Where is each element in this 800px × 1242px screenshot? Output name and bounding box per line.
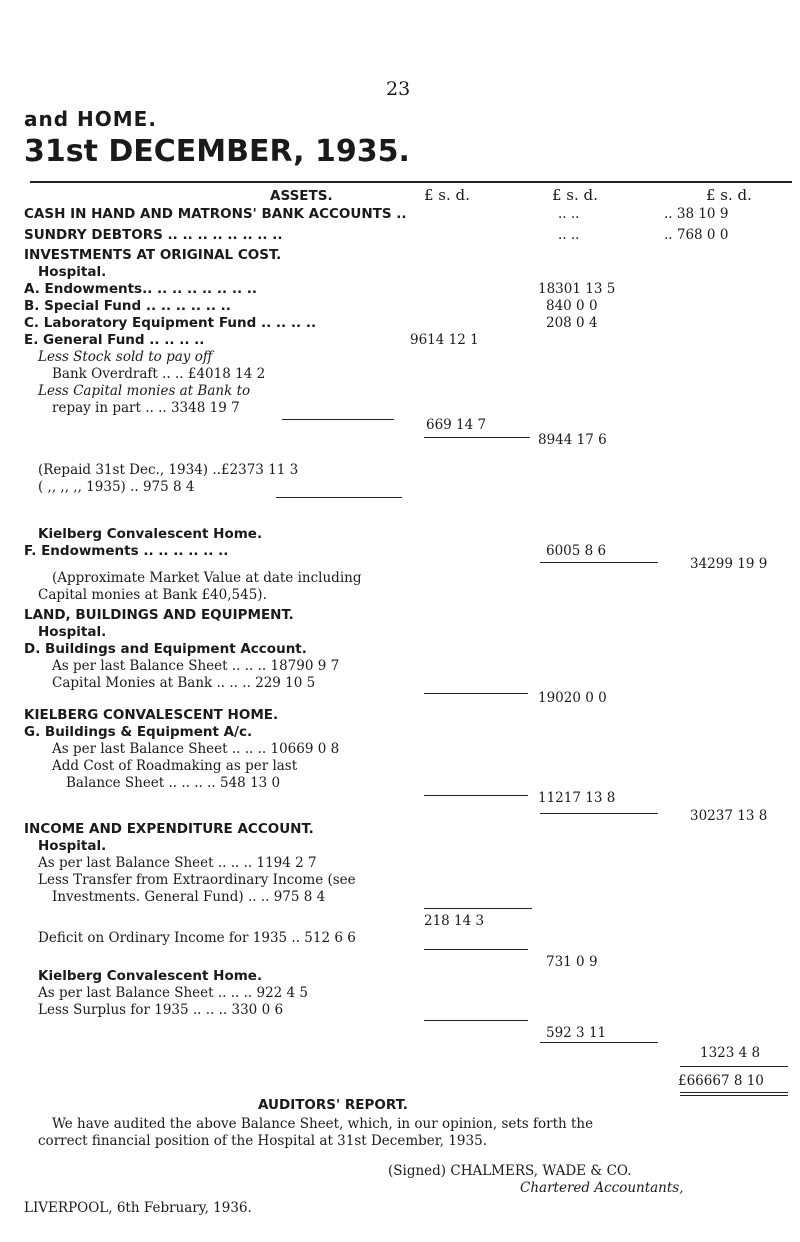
income-k-total: 592 3 11 — [546, 1025, 607, 1041]
buildings-g-line3: Balance Sheet .. .. .. .. 548 13 0 — [66, 775, 281, 791]
endowments-a-label: A. Endowments.. .. .. .. .. .. .. .. — [24, 281, 258, 297]
bank-overdraft-line: Bank Overdraft .. .. £4018 14 2 — [52, 366, 266, 382]
rule-buildings-d — [424, 693, 528, 694]
rule-income-h — [424, 908, 532, 909]
kielberg-investments-heading: Kielberg Convalescent Home. — [38, 526, 263, 542]
rule-investments — [540, 562, 658, 563]
debtors-dots: .. .. — [558, 227, 580, 243]
assets-heading: ASSETS. — [270, 188, 333, 204]
special-fund-label: B. Special Fund .. .. .. .. .. .. — [24, 298, 231, 314]
rule-land — [540, 813, 658, 814]
title-line1: and HOME. — [24, 107, 157, 131]
debtors-value: .. 768 0 0 — [664, 227, 729, 243]
land-heading: LAND, BUILDINGS AND EQUIPMENT. — [24, 607, 294, 623]
col3-heading: £ s. d. — [706, 186, 752, 204]
buildings-g-label: G. Buildings & Equipment A/c. — [24, 724, 253, 740]
approx-value-line2: Capital monies at Bank £40,545). — [38, 587, 267, 603]
buildings-g-total: 11217 13 8 — [538, 790, 616, 806]
cash-label: CASH IN HAND AND MATRONS' BANK ACCOUNTS .. — [24, 206, 407, 222]
col1-heading: £ s. d. — [424, 186, 470, 204]
income-k-line1: As per last Balance Sheet .. .. .. 922 4 5 — [38, 985, 309, 1001]
rule-income — [540, 1042, 658, 1043]
income-h-subtotal: 218 14 3 — [424, 913, 485, 929]
investments-hospital: Hospital. — [38, 264, 107, 280]
kielberg-income-heading: Kielberg Convalescent Home. — [38, 968, 263, 984]
endowments-f-label: F. Endowments .. .. .. .. .. .. — [24, 543, 229, 559]
col2-heading: £ s. d. — [552, 186, 598, 204]
subtotal-669: 669 14 7 — [426, 417, 487, 433]
auditors-text-line2: correct financial position of the Hospital at 31st December, 1935. — [38, 1133, 487, 1149]
page-number: 23 — [386, 78, 411, 100]
investments-heading: INVESTMENTS AT ORIGINAL COST. — [24, 247, 282, 263]
total-8944: 8944 17 6 — [538, 432, 607, 448]
auditors-text-line1: We have audited the above Balance Sheet, which, in our opinion, sets forth the — [52, 1116, 594, 1132]
cash-dots: .. .. — [558, 206, 580, 222]
repaid-1935: ( ,, ,, ,, 1935) .. 975 8 4 — [38, 479, 195, 495]
rule-grand-top — [680, 1066, 788, 1067]
repay-line: repay in part .. .. 3348 19 7 — [52, 400, 240, 416]
auditors-heading: AUDITORS' REPORT. — [258, 1097, 408, 1113]
auditors-title: Chartered Accountants, — [520, 1180, 684, 1196]
less-capital-line: Less Capital monies at Bank to — [38, 383, 251, 399]
buildings-d-label: D. Buildings and Equipment Account. — [24, 641, 307, 657]
rule-repaid — [276, 497, 402, 498]
rule-grand-bottom-2 — [680, 1095, 788, 1096]
rule-buildings-g — [424, 795, 528, 796]
income-h-line3: Investments. General Fund) .. .. 975 8 4 — [52, 889, 326, 905]
approx-value-line1: (Approximate Market Value at date including — [52, 570, 362, 586]
general-fund-label: E. General Fund .. .. .. .. — [24, 332, 205, 348]
rule-income-k — [424, 1020, 528, 1021]
special-fund-value: 840 0 0 — [546, 298, 598, 314]
income-heading: INCOME AND EXPENDITURE ACCOUNT. — [24, 821, 314, 837]
endowments-f-value: 6005 8 6 — [546, 543, 607, 559]
rule-general — [424, 437, 530, 438]
income-hospital: Hospital. — [38, 838, 107, 854]
grand-total: £66667 8 10 — [678, 1073, 764, 1089]
debtors-label: SUNDRY DEBTORS .. .. .. .. .. .. .. .. — [24, 227, 283, 243]
income-h-total: 731 0 9 — [546, 954, 598, 970]
buildings-g-line2: Add Cost of Roadmaking as per last — [52, 758, 298, 774]
rule-deficit — [424, 949, 528, 950]
laboratory-fund-value: 208 0 4 — [546, 315, 598, 331]
deficit-line: Deficit on Ordinary Income for 1935 .. 512 6 6 — [38, 930, 356, 946]
auditors-signature: (Signed) CHALMERS, WADE & CO. — [388, 1163, 632, 1179]
income-h-line2: Less Transfer from Extraordinary Income (see — [38, 872, 356, 888]
income-h-line1: As per last Balance Sheet .. .. .. 1194 2 7 — [38, 855, 317, 871]
less-stock-line: Less Stock sold to pay off — [38, 349, 213, 365]
total-30237: 30237 13 8 — [690, 808, 768, 824]
buildings-d-line1: As per last Balance Sheet .. .. .. 18790 9 7 — [52, 658, 340, 674]
header-rule — [30, 181, 792, 183]
buildings-d-line2: Capital Monies at Bank .. .. .. 229 10 5 — [52, 675, 316, 691]
total-34299: 34299 19 9 — [690, 556, 768, 572]
buildings-d-total: 19020 0 0 — [538, 690, 607, 706]
general-fund-value: 9614 12 1 — [410, 332, 479, 348]
income-k-line2: Less Surplus for 1935 .. .. .. 330 0 6 — [38, 1002, 284, 1018]
rule-grand-bottom-1 — [680, 1092, 788, 1093]
total-1323: 1323 4 8 — [700, 1045, 761, 1061]
auditors-place-date: LIVERPOOL, 6th February, 1936. — [24, 1200, 252, 1216]
endowments-a-value: 18301 13 5 — [538, 281, 616, 297]
cash-value: .. 38 10 9 — [664, 206, 729, 222]
rule-repay — [282, 419, 394, 420]
laboratory-fund-label: C. Laboratory Equipment Fund .. .. .. .. — [24, 315, 317, 331]
page-title: 31st DECEMBER, 1935. — [24, 134, 410, 169]
land-hospital: Hospital. — [38, 624, 107, 640]
buildings-g-line1: As per last Balance Sheet .. .. .. 10669 0 8 — [52, 741, 340, 757]
repaid-1934: (Repaid 31st Dec., 1934) ..£2373 11 3 — [38, 462, 299, 478]
kielberg-land-heading: KIELBERG CONVALESCENT HOME. — [24, 707, 279, 723]
